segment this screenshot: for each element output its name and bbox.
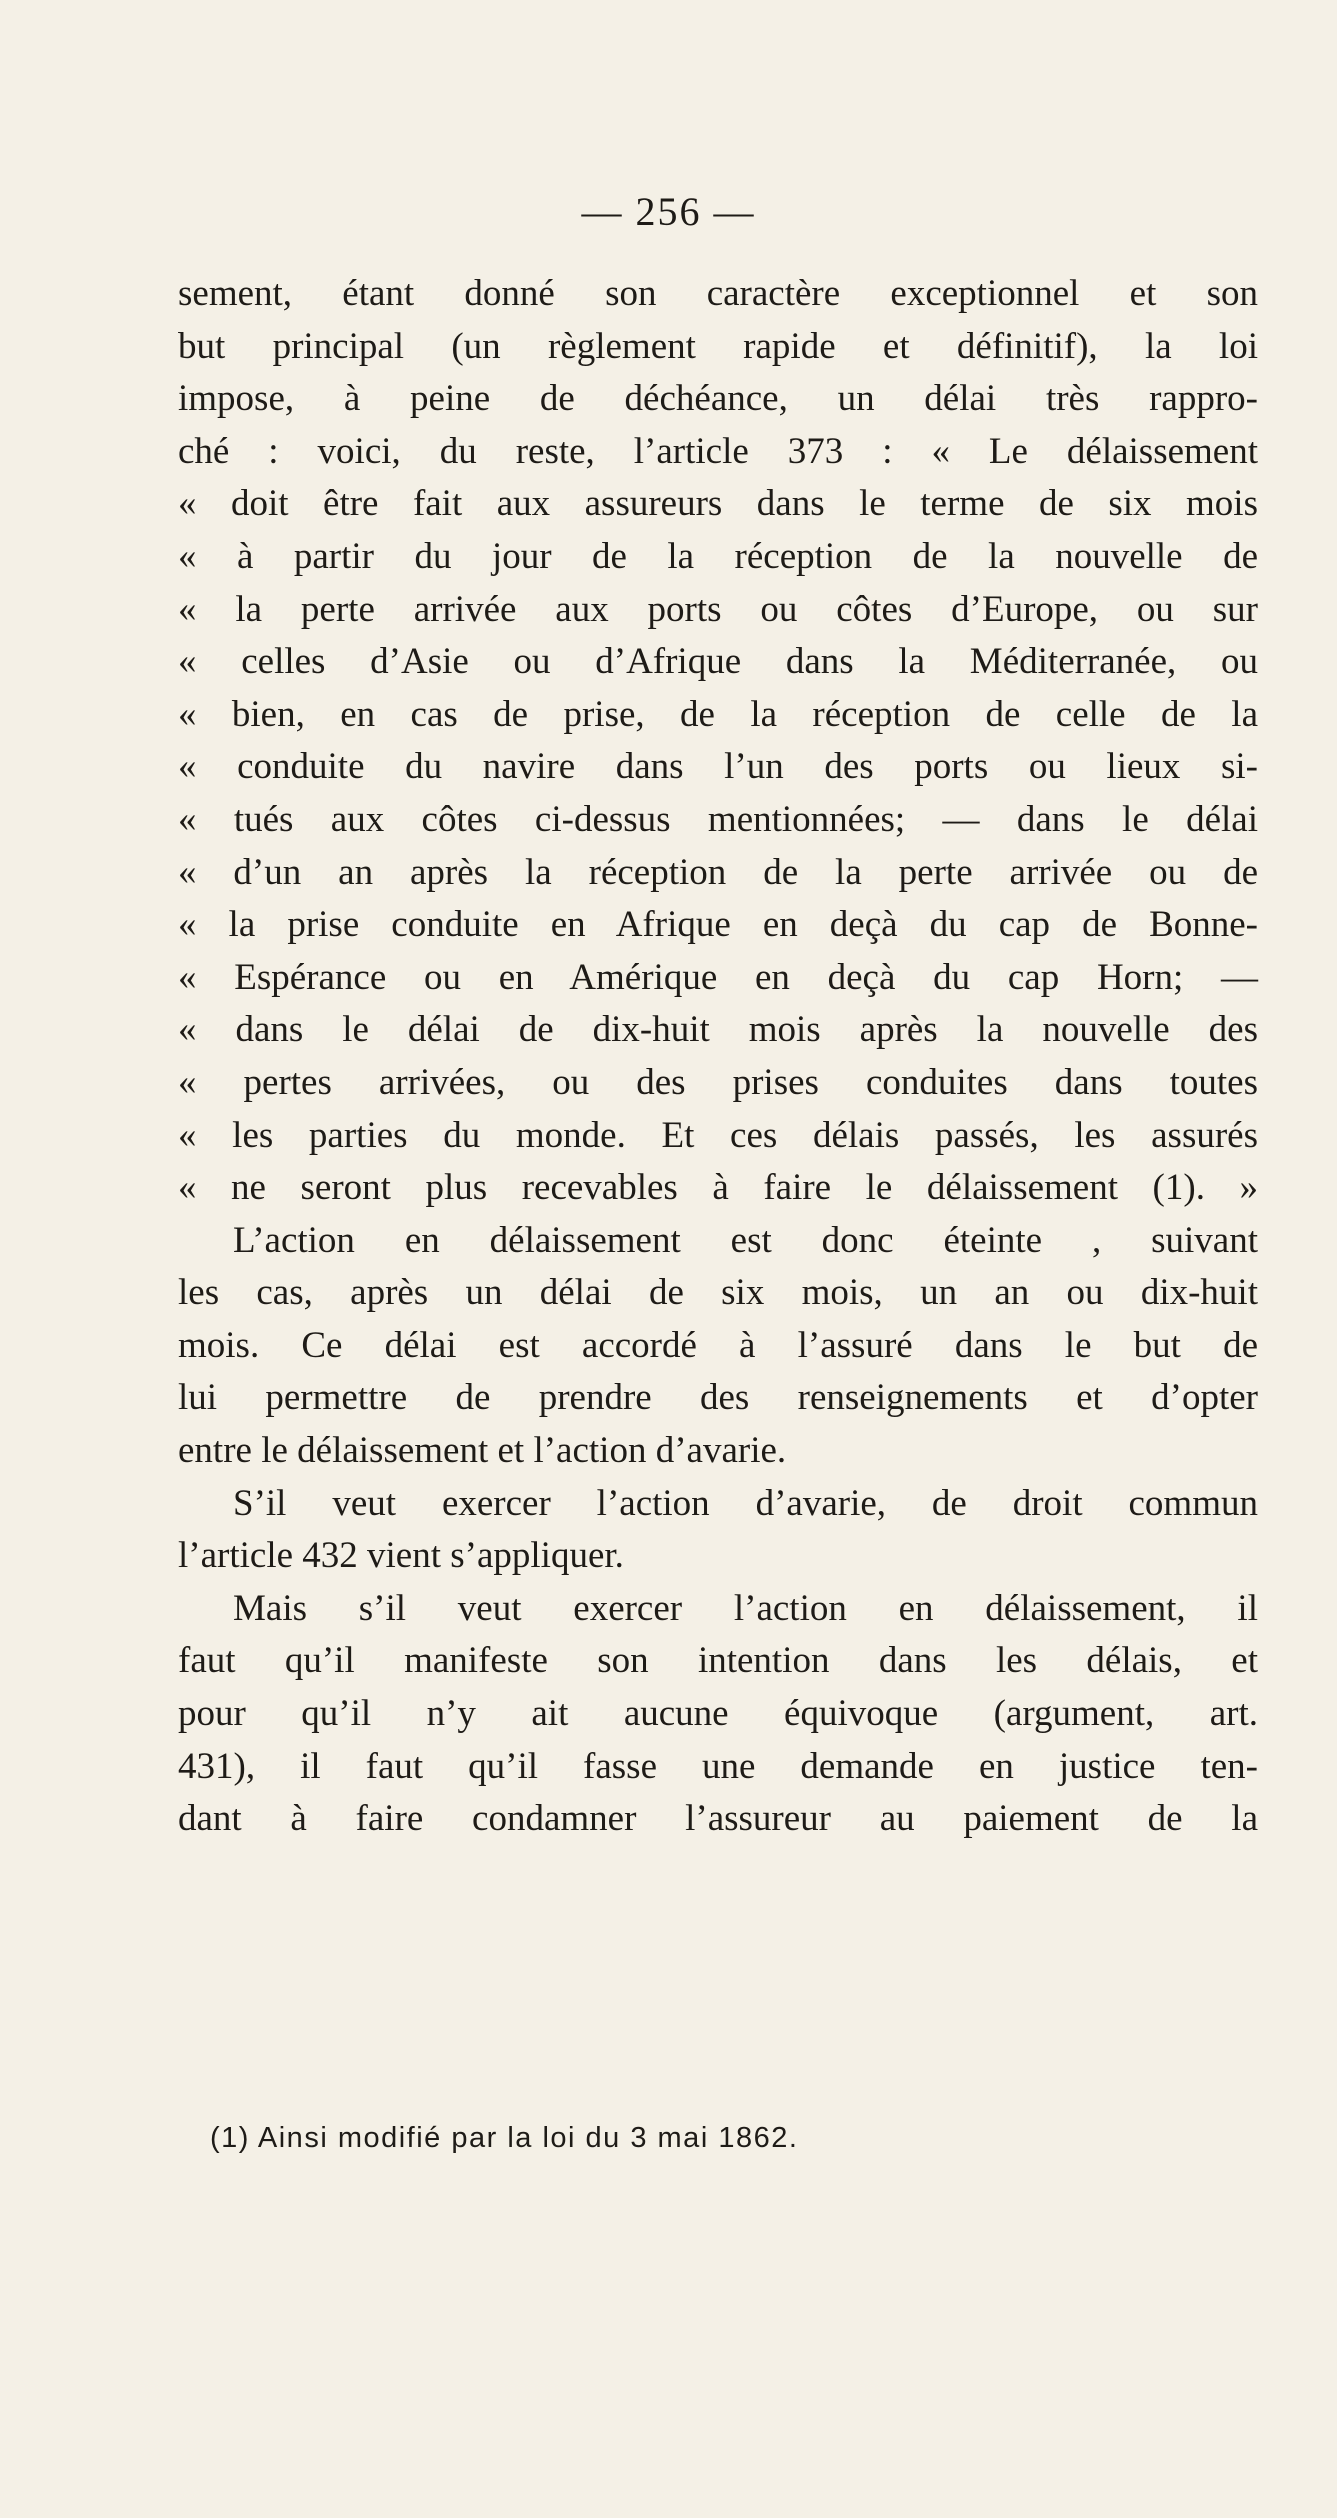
text-line: « la prise conduite en Afrique en deçà du cap de Bonne- [178,904,1258,946]
text-line: impose, à peine de déchéance, un délai très rappro- [178,378,1258,420]
text-line: « la perte arrivée aux ports ou côtes d’Europe, ou sur [178,588,1258,630]
text-line: but principal (un règlement rapide et définitif), la loi [178,325,1258,367]
footnote: (1) Ainsi modifié par la loi du 3 mai 1862. [210,2122,799,2154]
text-line: « bien, en cas de prise, de la réception de celle de la [178,693,1258,735]
text-line: « ne seront plus recevables à faire le délaissement (1). » [178,1167,1258,1209]
text-line: Mais s’il veut exercer l’action en délaissement, il [233,1587,1258,1629]
text-line: « tués aux côtes ci-dessus mentionnées; — dans le délai [178,798,1258,840]
text-line: lui permettre de prendre des renseignements et d’opter [178,1377,1258,1419]
text-line: dant à faire condamner l’assureur au paiement de la [178,1798,1258,1840]
text-line: « doit être fait aux assureurs dans le terme de six mois [178,483,1258,525]
text-line: « celles d’Asie ou d’Afrique dans la Méditerranée, ou [178,641,1258,683]
text-line: « dans le délai de dix-huit mois après la nouvelle des [178,1009,1258,1051]
body-text [178,268,1258,1846]
text-line: 431), il faut qu’il fasse une demande en justice ten- [178,1745,1258,1787]
text-line: « à partir du jour de la réception de la nouvelle de [178,535,1258,577]
text-line: entre le délaissement et l’action d’avarie. [178,1430,787,1472]
text-line: « d’un an après la réception de la perte arrivée ou de [178,851,1258,893]
text-line: faut qu’il manifeste son intention dans les délais, et [178,1640,1258,1682]
text-line: ché : voici, du reste, l’article 373 : « Le délaissement [178,430,1258,472]
text-line: S’il veut exercer l’action d’avarie, de droit commun [233,1482,1258,1524]
text-line: « les parties du monde. Et ces délais passés, les assurés [178,1114,1258,1156]
text-line: sement, étant donné son caractère exceptionnel et son [178,273,1258,314]
text-line: l’article 432 vient s’appliquer. [178,1535,624,1577]
text-line: les cas, après un délai de six mois, un an ou dix-huit [178,1272,1258,1314]
page-number: — 256 — [581,189,756,234]
text-line: L’action en délaissement est donc éteinte , suivant [233,1219,1258,1261]
text-line: pour qu’il n’y ait aucune équivoque (argument, art. [178,1693,1258,1735]
text-line: « Espérance ou en Amérique en deçà du cap Horn; — [178,956,1258,998]
text-line: « conduite du navire dans l’un des ports ou lieux si- [178,746,1258,788]
text-line: « pertes arrivées, ou des prises conduites dans toutes [178,1061,1258,1103]
text-line: mois. Ce délai est accordé à l’assuré dans le but de [178,1324,1258,1366]
